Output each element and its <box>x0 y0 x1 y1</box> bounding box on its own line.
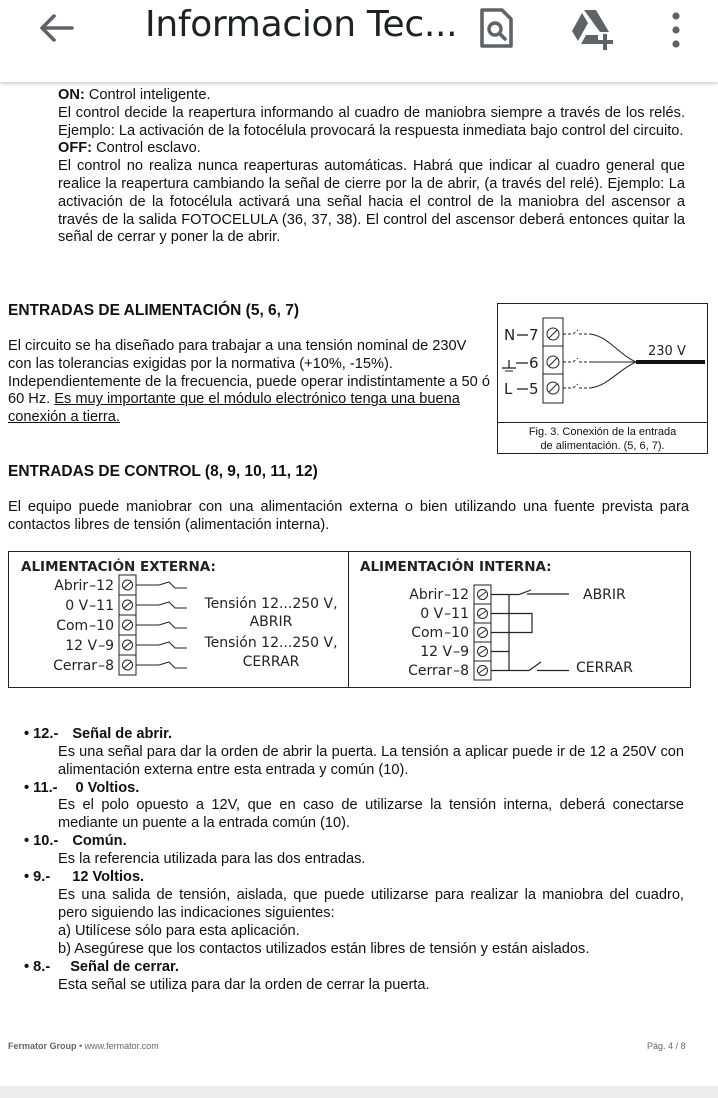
on-line <box>58 87 685 105</box>
power-connection-diagram <box>498 304 707 422</box>
figure-caption-line-2: de alimentación. (5, 6, 7). <box>540 440 665 452</box>
footer-brand: Fermator Group <box>8 1041 77 1051</box>
bullet-body: Es el polo opuesto a 12V, que en caso de utilizarse la tensión interna, deberá conectarse mediante un puente a la entrada común (10). <box>58 797 684 831</box>
control-connection-table <box>8 551 691 688</box>
page-number: Pág. 4 / 8 <box>647 1041 686 1051</box>
line-terminal-number: 5 <box>529 380 539 398</box>
internal-title: ALIMENTACIÓN INTERNA: <box>360 559 552 575</box>
ext-terminal-label: Cerrar–8 <box>53 658 114 674</box>
power-body: El circuito se ha diseñado para trabajar a una tensión nominal de 230V con las tolerancias exigidas por la normativa (+10%, -15%). Independientemente de la frecuencia, puede operar indistintamente a 50 ó 60 Hz. <box>8 338 490 408</box>
off-text: Control esclavo. <box>92 140 201 157</box>
bullet-heading: • 11.- 0 Voltios. <box>24 780 140 796</box>
footer-url: www.fermator.com <box>84 1041 159 1051</box>
neutral-terminal-number: 7 <box>529 326 539 344</box>
ext-terminal-label: 12 V–9 <box>65 638 114 654</box>
bullet-subitem: a) Utilícese sólo para esta aplicación. <box>58 923 300 939</box>
bullet-heading: • 12.- Señal de abrir. <box>24 726 173 742</box>
on-text: Control inteligente. <box>84 87 211 103</box>
bullet-body: Es una señal para dar la orden de abrir la puerta. La tensión a aplicar puede ir de 12 a 250V con alimentación externa entre esta entrada y común (10). <box>58 744 684 778</box>
ext-terminal-label: Com–10 <box>56 618 114 634</box>
external-tension-open: Tensión 12...250 V, <box>204 596 338 612</box>
external-tension-open-label: ABRIR <box>249 614 293 630</box>
power-connection-figure <box>497 303 708 454</box>
search-document-icon[interactable] <box>476 6 516 50</box>
int-terminal-label: Abrir–12 <box>409 587 469 603</box>
drive-add-icon[interactable] <box>570 6 618 50</box>
bullet-subitem: b) Asegúrese que los contactos utilizados están libres de tensión y están aislados. <box>58 941 590 957</box>
footer-left: Fermator Group • www.fermator.com <box>8 1041 159 1051</box>
intro-block <box>58 87 685 247</box>
external-tension-close-label: CERRAR <box>242 654 300 670</box>
earth-terminal-number: 6 <box>529 354 539 372</box>
ext-terminal-label: Abrir–12 <box>54 578 114 594</box>
more-vert-icon[interactable] <box>664 6 688 50</box>
external-tension-close: Tensión 12...250 V, <box>204 635 338 651</box>
int-terminal-label: Cerrar–8 <box>408 663 469 679</box>
internal-wiring <box>491 590 569 671</box>
bullet-body: Esta señal se utiliza para dar la orden de cerrar la puerta. <box>58 977 430 993</box>
bullet-heading: • 10.- Común. <box>24 833 127 849</box>
control-diagrams <box>9 552 690 687</box>
voltage-label: 230 V <box>648 344 686 359</box>
int-terminal-label: Com–10 <box>411 625 469 641</box>
page-gap <box>0 1086 718 1098</box>
control-heading: ENTRADAS DE CONTROL (8, 9, 10, 11, 12) <box>8 463 318 480</box>
external-wiring <box>136 582 187 668</box>
back-arrow-icon[interactable] <box>34 12 82 44</box>
power-underlined: Es muy importante que el módulo electrónico tenga una buena conexión a tierra. <box>8 391 460 426</box>
internal-terminal-block <box>474 585 491 680</box>
ext-terminal-label: 0 V–11 <box>65 598 114 614</box>
on-description: El control decide la reapertura informando al cuadro de maniobra siempre a través de los relés. Ejemplo: La activación de la fotocélula provocará la respuesta inmediata bajo control del circuito. <box>58 104 685 139</box>
int-terminal-label: 0 V–11 <box>420 606 469 622</box>
external-title: ALIMENTACIÓN EXTERNA: <box>21 559 216 575</box>
bullet-body: Es una salida de tensión, aislada, que puede utilizarse para realizar la maniobra del cuadro, pero siguiendo las indicaciones siguientes: <box>58 887 684 921</box>
bullet-heading: • 8.- Señal de cerrar. <box>24 959 179 975</box>
neutral-label: N <box>504 326 516 344</box>
figure-caption <box>498 422 707 453</box>
control-text: El equipo puede maniobrar con una alimentación externa o bien utilizando una fuente prevista para contactos libres de tensión (alimentación interna). <box>8 499 689 533</box>
app-bar <box>0 0 718 82</box>
bullet-heading: • 9.- 12 Voltios. <box>24 869 145 885</box>
line-label: L <box>504 380 513 398</box>
on-label: ON: <box>58 87 85 103</box>
internal-open-label: ABRIR <box>583 587 626 603</box>
bullet-body: Es la referencia utilizada para las dos entradas. <box>58 851 366 867</box>
internal-close-label: CERRAR <box>576 660 633 676</box>
power-text <box>8 338 492 427</box>
external-terminal-block <box>119 575 136 675</box>
document-title: Informacion Tec... <box>145 4 458 45</box>
int-terminal-label: 12 V–9 <box>420 644 469 660</box>
off-line <box>58 140 685 158</box>
off-description: El control no realiza nunca reaperturas automáticas. Habrá que indicar al cuadro general que realice la reapertura cambiando la señal de cierre por la de abrir, (a través del relé). Ejemplo: La activación de la fotocélula activará una señal hacia el control de la maniobra del ascensor a través de la salida FOTOCELULA (36, 37, 38). El control del ascensor deberá entonces quitar la señal de cerrar y poner la de abrir. <box>58 158 685 246</box>
off-label: OFF: <box>58 140 93 157</box>
figure-caption-line-1: Fig. 3. Conexión de la entrada <box>528 426 677 438</box>
power-heading: ENTRADAS DE ALIMENTACIÓN (5, 6, 7) <box>8 302 300 319</box>
